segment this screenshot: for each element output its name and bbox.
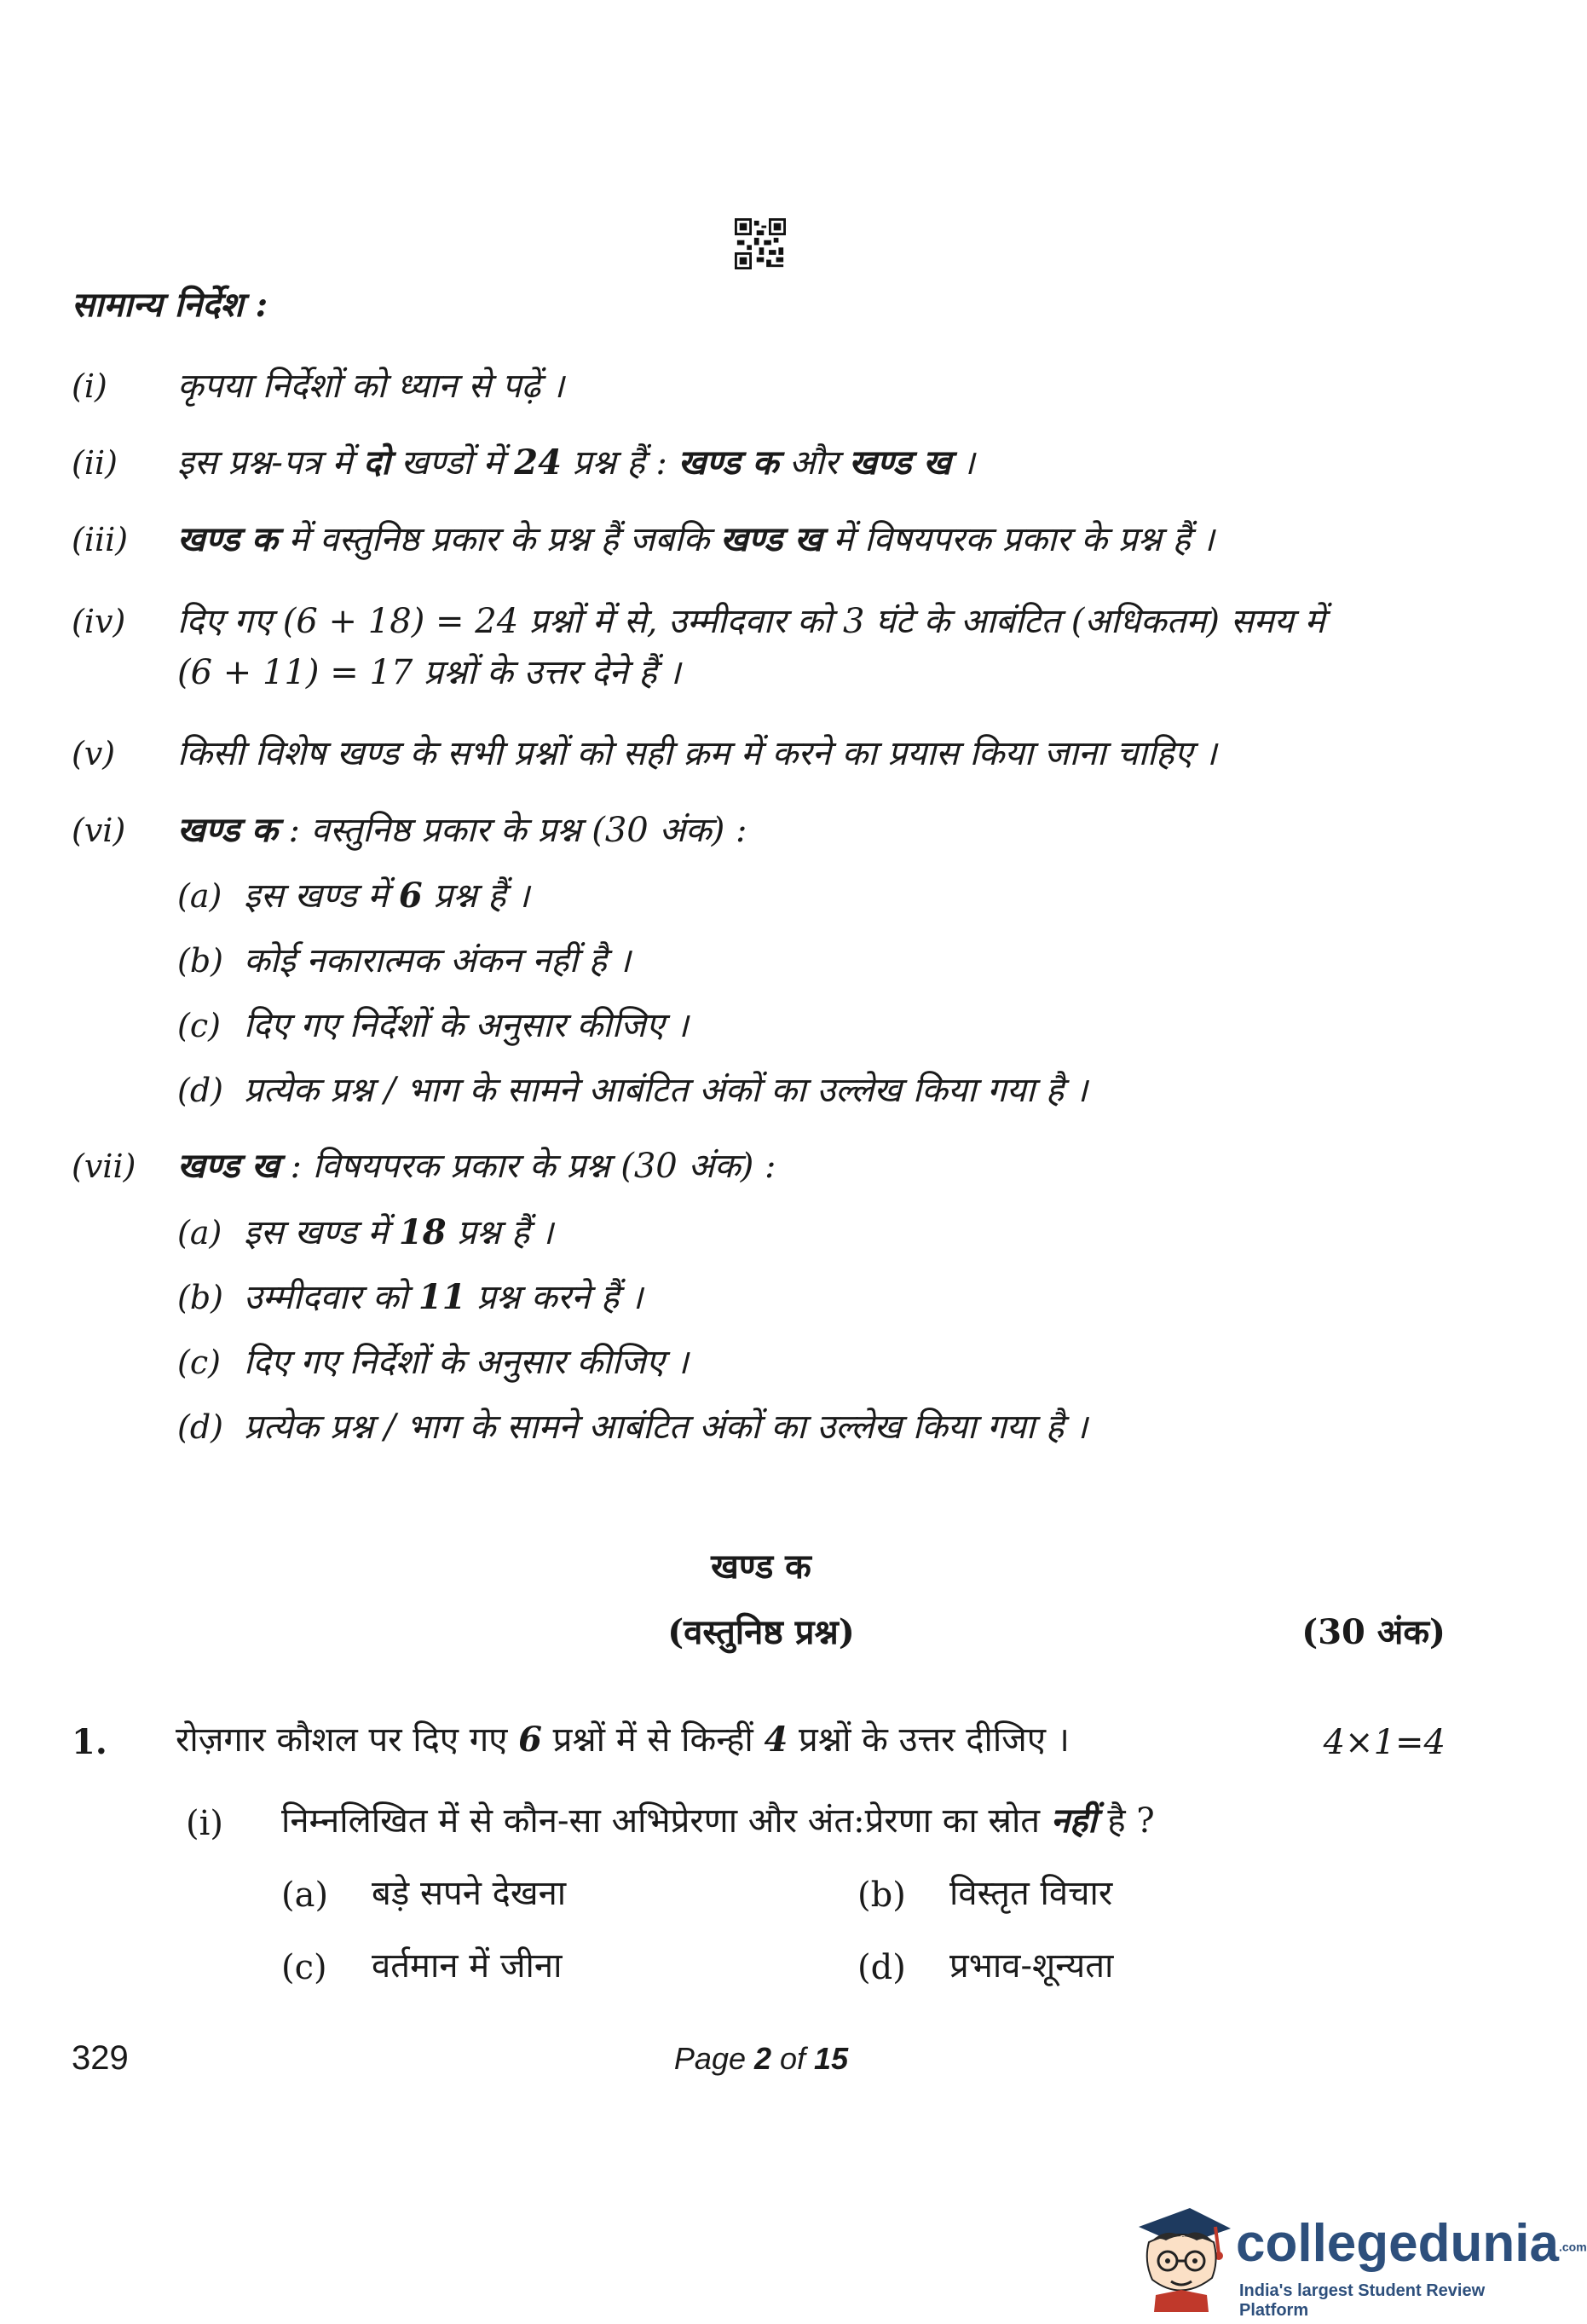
question-1-marks: 4×1=4 (1323, 1723, 1446, 1762)
instruction-1-num: (i) (72, 367, 107, 405)
instruction-6c-text: दिए गए निर्देशों के अनुसार कीजिए । (244, 1006, 689, 1045)
instruction-7d-num: (d) (177, 1408, 223, 1446)
question-1-text: रोज़गार कौशल पर दिए गए 6 प्रश्नों में से किन्हीं 4 प्रश्नों के उत्तर दीजिए । (176, 1720, 1070, 1760)
option-a-label: (a) (281, 1876, 329, 1915)
instruction-6d-num: (d) (177, 1072, 223, 1109)
option-d-text: प्रभाव-शून्यता (949, 1946, 1114, 1986)
instruction-7b-text: उम्मीदवार को 11 प्रश्न करने हैं । (244, 1277, 643, 1317)
instruction-4-line1: दिए गए (6 + 18) = 24 प्रश्नों में से, उम्मीदवार को 3 घंटे के आबंटित (अधिकतम) समय में (177, 602, 1325, 641)
instructions-heading: सामान्य निर्देश : (72, 285, 268, 325)
instruction-6d-text: प्रत्येक प्रश्न / भाग के सामने आबंटित अंकों का उल्लेख किया गया है । (244, 1071, 1088, 1110)
instruction-5-num: (v) (72, 735, 116, 772)
logo-name: collegedunia.com (1236, 2214, 1587, 2273)
instruction-7-num: (vii) (72, 1148, 136, 1185)
instruction-6b-num: (b) (177, 942, 223, 980)
instruction-2-num: (ii) (72, 444, 118, 482)
section-subtitle: (वस्तुनिष्ठ प्रश्न) (667, 1612, 855, 1652)
paper-code: 329 (72, 2039, 129, 2077)
instruction-6c-num: (c) (177, 1007, 221, 1044)
section-title: खण्ड क (711, 1546, 811, 1587)
question-1-i-text: निम्नलिखित में से कौन-सा अभिप्रेरणा और अंत:प्रेरणा का स्रोत नहीं है ? (281, 1801, 1155, 1841)
instruction-7b-num: (b) (177, 1279, 223, 1316)
instruction-7d-text: प्रत्येक प्रश्न / भाग के सामने आबंटित अंकों का उल्लेख किया गया है । (244, 1408, 1088, 1447)
instruction-6-num: (vi) (72, 812, 126, 849)
instruction-6-text: खण्ड क : वस्तुनिष्ठ प्रकार के प्रश्न (30 अंक) : (177, 810, 747, 850)
question-1-i-num: (i) (186, 1804, 224, 1843)
instruction-6b-text: कोई नकारात्मक अंकन नहीं है । (244, 941, 631, 980)
instruction-1-text: कृपया निर्देशों को ध्यान से पढ़ें । (177, 367, 564, 406)
instruction-7-text: खण्ड ख : विषयपरक प्रकार के प्रश्न (30 अंक) : (177, 1146, 776, 1186)
instruction-2-text: इस प्रश्न-पत्र में दो खण्डों में 24 प्रश्न हैं : खण्ड क और खण्ड ख । (177, 442, 975, 483)
instruction-4-line2: (6 + 11) = 17 प्रश्नों के उत्तर देने हैं । (177, 653, 681, 692)
logo-tagline: India's largest Student Review Platform (1239, 2281, 1486, 2320)
section-marks: (30 अंक) (1301, 1612, 1446, 1652)
option-d-label: (d) (857, 1948, 906, 1987)
question-1-num: 1. (72, 1722, 107, 1762)
instruction-7a-num: (a) (177, 1214, 222, 1252)
instruction-6a-text: इस खण्ड में 6 प्रश्न हैं । (244, 876, 530, 916)
mascot-icon (1130, 2201, 1232, 2312)
option-c-label: (c) (281, 1948, 327, 1987)
option-c-text: वर्तमान में जीना (372, 1946, 563, 1986)
instruction-7c-num: (c) (177, 1344, 221, 1381)
instruction-3-num: (iii) (72, 521, 129, 558)
instruction-7a-text: इस खण्ड में 18 प्रश्न हैं । (244, 1212, 554, 1252)
instruction-5-text: किसी विशेष खण्ड के सभी प्रश्नों को सही क्रम में करने का प्रयास किया जाना चाहिए । (177, 734, 1217, 773)
instruction-6a-num: (a) (177, 877, 222, 915)
option-b-text: विस्तृत विचार (949, 1874, 1113, 1913)
option-b-label: (b) (857, 1876, 906, 1915)
instruction-3-text: खण्ड क में वस्तुनिष्ठ प्रकार के प्रश्न हैं जबकि खण्ड ख में विषयपरक प्रकार के प्रश्न हैं । (177, 519, 1215, 559)
page-number: Page 2 of 15 (673, 2041, 849, 2076)
option-a-text: बड़े सपने देखना (372, 1874, 567, 1913)
instruction-7c-text: दिए गए निर्देशों के अनुसार कीजिए । (244, 1343, 689, 1382)
instruction-4-num: (iv) (72, 603, 126, 640)
qr-code (735, 218, 786, 269)
